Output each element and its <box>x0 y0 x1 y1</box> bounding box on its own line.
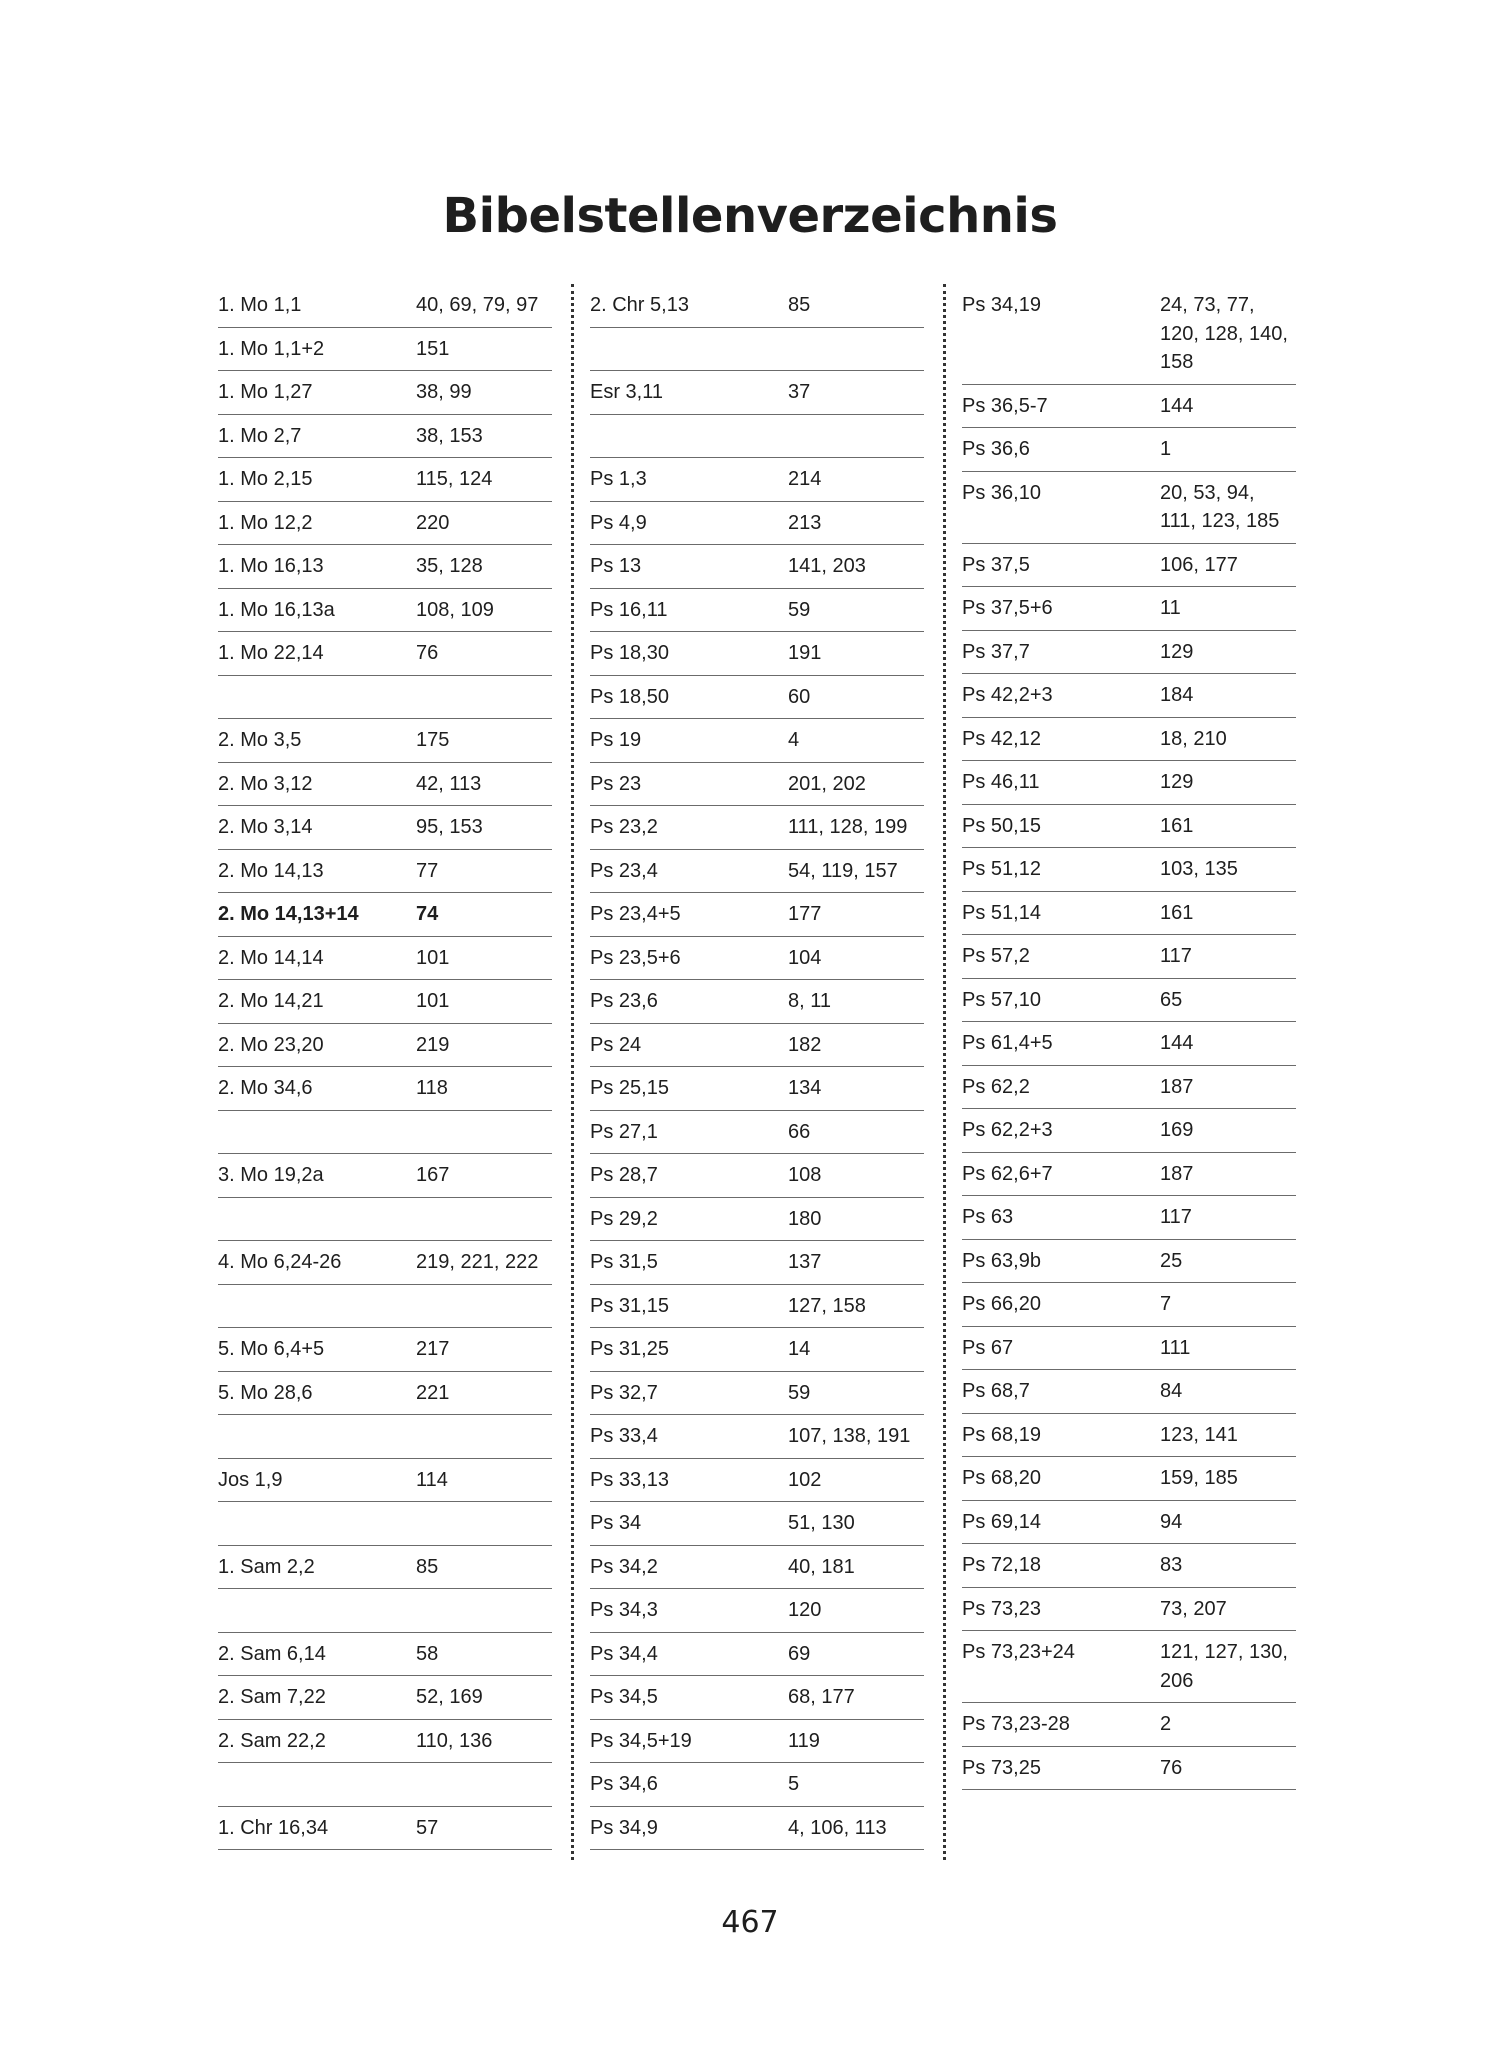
index-row <box>962 544 1296 588</box>
index-row <box>590 806 924 850</box>
index-row <box>590 502 924 546</box>
bible-reference: Ps 61,4+5 <box>962 1032 1053 1054</box>
index-row <box>590 632 924 676</box>
bible-reference: Ps 33,4 <box>590 1425 658 1447</box>
bible-reference: 1. Mo 22,14 <box>218 642 324 664</box>
bible-reference: Ps 34,9 <box>590 1816 658 1839</box>
page-references: 74 <box>416 903 439 925</box>
bible-reference: Ps 24 <box>590 1033 642 1056</box>
index-row <box>962 1283 1296 1327</box>
bible-reference: Ps 23,4 <box>590 859 658 882</box>
page-number: 467 <box>721 1905 779 1940</box>
index-row <box>590 1589 924 1633</box>
index-row <box>218 1633 552 1677</box>
bible-reference: Ps 29,2 <box>590 1207 658 1230</box>
index-row <box>962 1544 1296 1588</box>
page-references: 7 <box>1160 1293 1172 1315</box>
bible-reference: 1. Mo 2,15 <box>218 468 313 490</box>
bible-reference: Ps 18,50 <box>590 685 669 708</box>
page-references: 177 <box>788 903 822 925</box>
page-references: 180 <box>788 1207 822 1230</box>
index-row <box>590 1024 924 1068</box>
bible-reference: Ps 19 <box>590 729 642 751</box>
index-row <box>590 1720 924 1764</box>
bible-reference: 1. Mo 1,27 <box>218 381 313 403</box>
bible-reference: Ps 34 <box>590 1512 642 1534</box>
index-row <box>218 1241 552 1285</box>
page-references: 144 <box>1160 1032 1194 1054</box>
index-row <box>590 371 924 415</box>
bible-reference: 3. Mo 19,2a <box>218 1164 324 1186</box>
page-references: 59 <box>788 1381 811 1404</box>
bible-reference: Ps 42,2+3 <box>962 684 1053 706</box>
page-references: 104 <box>788 946 822 969</box>
bible-reference: Ps 23,5+6 <box>590 946 681 969</box>
index-row <box>218 980 552 1024</box>
index-row <box>590 458 924 502</box>
index-row <box>962 472 1296 544</box>
page-references: 68, 177 <box>788 1686 855 1708</box>
index-row <box>590 980 924 1024</box>
bible-reference: Ps 57,2 <box>962 945 1030 967</box>
page-references: 111, 128, 199 <box>788 816 908 838</box>
bible-reference: Ps 32,7 <box>590 1381 658 1404</box>
index-row <box>218 1676 552 1720</box>
page-references: 187 <box>1160 1162 1194 1185</box>
bible-reference: 5. Mo 6,4+5 <box>218 1338 325 1360</box>
bible-reference: Ps 63,9b <box>962 1249 1041 1272</box>
index-row <box>590 1546 924 1590</box>
index-column-3 <box>962 284 1296 1790</box>
bible-reference: Ps 34,2 <box>590 1555 658 1578</box>
page-references: 95, 153 <box>416 816 483 838</box>
page-references: 103, 135 <box>1160 858 1238 880</box>
page-references: 76 <box>416 642 439 664</box>
index-row <box>590 1111 924 1155</box>
bible-reference: Ps 23,4+5 <box>590 903 681 925</box>
page-references: 77 <box>416 859 439 882</box>
index-row <box>962 892 1296 936</box>
bible-reference: Ps 33,13 <box>590 1468 669 1491</box>
page-references: 141, 203 <box>788 555 866 577</box>
page-references: 18, 210 <box>1160 727 1227 750</box>
index-row <box>218 893 552 937</box>
index-row <box>962 718 1296 762</box>
index-row <box>962 1370 1296 1414</box>
bible-reference: Ps 23,6 <box>590 990 658 1012</box>
page-references: 201, 202 <box>788 772 866 795</box>
bible-reference: 2. Mo 14,13+14 <box>218 903 359 925</box>
page-references: 106, 177 <box>1160 553 1238 576</box>
page-references: 101 <box>416 946 450 969</box>
bible-reference: 2. Chr 5,13 <box>590 294 689 316</box>
bible-reference: Ps 18,30 <box>590 642 669 664</box>
spacer-row <box>218 676 552 720</box>
page-references: 134 <box>788 1077 822 1099</box>
page-references: 14 <box>788 1338 811 1360</box>
page-references: 144 <box>1160 394 1194 417</box>
spacer-row <box>218 1502 552 1546</box>
index-row <box>590 1807 924 1851</box>
index-row <box>962 848 1296 892</box>
bible-reference: Ps 57,10 <box>962 988 1041 1011</box>
spacer-row <box>590 328 924 372</box>
bible-reference: Ps 34,5+19 <box>590 1729 692 1752</box>
page-references: 213 <box>788 511 822 534</box>
bible-reference: 1. Mo 1,1+2 <box>218 337 325 360</box>
page-references: 121, 127, 130, 206 <box>1160 1641 1288 1692</box>
page-references: 191 <box>788 642 822 664</box>
page-references: 37 <box>788 381 811 403</box>
page-references: 184 <box>1160 684 1194 706</box>
page-references: 11 <box>1160 597 1181 619</box>
index-row <box>962 587 1296 631</box>
index-row <box>962 1588 1296 1632</box>
index-row <box>962 1703 1296 1747</box>
bible-reference: 2. Mo 14,21 <box>218 990 324 1012</box>
index-row <box>590 1633 924 1677</box>
bible-reference: Ps 42,12 <box>962 727 1041 750</box>
bible-reference: Ps 34,4 <box>590 1642 658 1665</box>
page-references: 4 <box>788 729 800 751</box>
index-column-2 <box>590 284 924 1850</box>
index-row <box>590 1415 924 1459</box>
page-references: 219 <box>416 1033 450 1056</box>
page-references: 40, 69, 79, 97 <box>416 294 539 316</box>
index-row <box>590 284 924 328</box>
index-row <box>218 458 552 502</box>
page-references: 102 <box>788 1468 822 1491</box>
bible-reference: Ps 69,14 <box>962 1510 1041 1533</box>
index-row <box>218 415 552 459</box>
bible-reference: Ps 16,11 <box>590 598 668 621</box>
page-references: 65 <box>1160 988 1183 1011</box>
index-row <box>218 1807 552 1851</box>
page-references: 137 <box>788 1251 822 1273</box>
bible-reference: 1. Mo 16,13a <box>218 598 335 621</box>
index-row <box>590 937 924 981</box>
bible-reference: Ps 68,7 <box>962 1380 1030 1402</box>
bible-reference: 2. Sam 7,22 <box>218 1686 326 1708</box>
index-row <box>218 763 552 807</box>
bible-reference: Jos 1,9 <box>218 1468 283 1491</box>
index-row <box>962 979 1296 1023</box>
bible-reference: 1. Chr 16,34 <box>218 1816 329 1839</box>
index-row <box>590 1676 924 1720</box>
page-references: 117 <box>1160 1206 1192 1228</box>
page-references: 118 <box>416 1077 448 1099</box>
spacer-row <box>218 1198 552 1242</box>
page-references: 108, 109 <box>416 598 494 621</box>
page-references: 221 <box>416 1381 450 1404</box>
page-references: 35, 128 <box>416 555 483 577</box>
bible-reference: Ps 31,25 <box>590 1338 669 1360</box>
bible-reference: 1. Mo 12,2 <box>218 511 313 534</box>
index-row <box>962 1501 1296 1545</box>
bible-reference: 2. Mo 23,20 <box>218 1033 324 1056</box>
index-row <box>962 1457 1296 1501</box>
bible-reference: 1. Mo 1,1 <box>218 294 302 316</box>
bible-reference: Ps 46,11 <box>962 771 1040 793</box>
page-references: 119 <box>788 1729 820 1752</box>
page-references: 182 <box>788 1033 822 1056</box>
index-row <box>590 1241 924 1285</box>
bible-reference: Ps 62,2+3 <box>962 1119 1053 1141</box>
index-column-1 <box>218 284 552 1850</box>
bible-reference: 5. Mo 28,6 <box>218 1381 313 1404</box>
index-row <box>962 1327 1296 1371</box>
page-references: 85 <box>416 1555 439 1578</box>
page-references: 5 <box>788 1773 800 1795</box>
column-divider <box>571 284 574 1860</box>
index-row <box>218 806 552 850</box>
index-row <box>590 719 924 763</box>
bible-reference: Ps 37,5 <box>962 553 1030 576</box>
bible-reference: Ps 23 <box>590 772 642 795</box>
page-references: 161 <box>1160 814 1194 837</box>
index-row <box>590 545 924 589</box>
page-references: 161 <box>1160 901 1194 924</box>
column-divider <box>943 284 946 1860</box>
bible-reference: Ps 66,20 <box>962 1293 1041 1315</box>
index-row <box>218 632 552 676</box>
bible-reference: Ps 37,7 <box>962 640 1030 663</box>
index-row <box>590 1067 924 1111</box>
bible-reference: 2. Sam 22,2 <box>218 1729 326 1752</box>
index-row <box>590 1328 924 1372</box>
bible-reference: 4. Mo 6,24-26 <box>218 1251 342 1273</box>
index-row <box>590 676 924 720</box>
bible-reference: Ps 34,19 <box>962 294 1041 316</box>
index-row <box>218 1372 552 1416</box>
bible-reference: 1. Mo 16,13 <box>218 555 324 577</box>
index-row <box>218 545 552 589</box>
index-row <box>962 1631 1296 1703</box>
page-references: 57 <box>416 1816 439 1839</box>
index-row <box>590 1285 924 1329</box>
bible-reference: Ps 27,1 <box>590 1120 658 1143</box>
bible-reference: Ps 67 <box>962 1336 1014 1359</box>
page-references: 127, 158 <box>788 1294 866 1317</box>
page-references: 169 <box>1160 1119 1194 1141</box>
index-row <box>218 1024 552 1068</box>
bible-reference: Ps 36,5-7 <box>962 394 1048 417</box>
index-row <box>218 1720 552 1764</box>
spacer-row <box>218 1763 552 1807</box>
index-row <box>962 1414 1296 1458</box>
page-references: 1 <box>1160 438 1172 460</box>
page-references: 110, 136 <box>416 1729 493 1752</box>
bible-reference: 2. Mo 3,14 <box>218 816 313 838</box>
bible-reference: Ps 1,3 <box>590 468 647 490</box>
page-references: 20, 53, 94, 111, 123, 185 <box>1160 481 1280 532</box>
page-references: 120 <box>788 1599 822 1621</box>
page-references: 167 <box>416 1164 450 1186</box>
index-row <box>962 428 1296 472</box>
page-references: 24, 73, 77, 120, 128, 140, 158 <box>1160 294 1288 373</box>
bible-reference: 2. Mo 3,12 <box>218 772 313 795</box>
page-references: 84 <box>1160 1380 1183 1402</box>
bible-reference: Ps 23,2 <box>590 816 658 838</box>
bible-reference: Ps 73,23 <box>962 1597 1041 1620</box>
page-references: 220 <box>416 511 450 534</box>
bible-reference: Ps 34,5 <box>590 1686 658 1708</box>
page-references: 2 <box>1160 1713 1172 1735</box>
bible-reference: Ps 73,23+24 <box>962 1641 1075 1663</box>
bible-reference: Ps 51,14 <box>962 901 1041 924</box>
page-references: 219, 221, 222 <box>416 1251 539 1273</box>
index-row <box>218 937 552 981</box>
index-row <box>962 935 1296 979</box>
bible-reference: 2. Mo 14,14 <box>218 946 324 969</box>
index-row <box>218 1459 552 1503</box>
bible-reference: Ps 4,9 <box>590 511 647 534</box>
page-references: 40, 181 <box>788 1555 855 1578</box>
index-row <box>962 1066 1296 1110</box>
page-references: 60 <box>788 685 811 708</box>
bible-reference: Ps 62,2 <box>962 1075 1030 1098</box>
index-row <box>590 1502 924 1546</box>
bible-reference: Ps 34,6 <box>590 1773 658 1795</box>
index-row <box>962 1240 1296 1284</box>
index-row <box>962 1109 1296 1153</box>
page-references: 175 <box>416 729 450 751</box>
page-references: 117 <box>1160 945 1192 967</box>
index-row <box>218 719 552 763</box>
page-references: 111 <box>1160 1336 1191 1359</box>
page-references: 58 <box>416 1642 439 1665</box>
page-references: 51, 130 <box>788 1512 855 1534</box>
spacer-row <box>218 1111 552 1155</box>
page-references: 108 <box>788 1164 822 1186</box>
spacer-row <box>218 1285 552 1329</box>
page-references: 107, 138, 191 <box>788 1425 911 1447</box>
bible-reference: 1. Sam 2,2 <box>218 1555 315 1578</box>
bible-reference: Ps 73,23-28 <box>962 1713 1070 1735</box>
page-references: 123, 141 <box>1160 1423 1238 1446</box>
spacer-row <box>218 1589 552 1633</box>
index-row <box>218 328 552 372</box>
index-row <box>962 385 1296 429</box>
bible-reference: Ps 51,12 <box>962 858 1041 880</box>
index-row <box>962 1153 1296 1197</box>
bible-reference: 1. Mo 2,7 <box>218 424 302 447</box>
index-row <box>962 284 1296 385</box>
index-row <box>962 805 1296 849</box>
page-references: 214 <box>788 468 822 490</box>
index-row <box>590 763 924 807</box>
index-row <box>590 1198 924 1242</box>
index-row <box>962 761 1296 805</box>
page-references: 115, 124 <box>416 468 493 490</box>
page-references: 42, 113 <box>416 772 482 795</box>
spacer-row <box>590 415 924 459</box>
bible-reference: Ps 31,5 <box>590 1251 658 1273</box>
bible-reference: Ps 68,19 <box>962 1423 1041 1446</box>
index-row <box>218 589 552 633</box>
bible-reference: Ps 36,6 <box>962 438 1030 460</box>
index-row <box>590 1459 924 1503</box>
page-references: 159, 185 <box>1160 1467 1238 1489</box>
index-row <box>218 284 552 328</box>
index-row <box>590 589 924 633</box>
page-references: 54, 119, 157 <box>788 859 898 882</box>
page-references: 8, 11 <box>788 990 831 1012</box>
page-references: 4, 106, 113 <box>788 1816 887 1839</box>
bible-reference: Ps 31,15 <box>590 1294 669 1317</box>
bible-reference: Ps 36,10 <box>962 481 1041 504</box>
page-references: 73, 207 <box>1160 1597 1227 1620</box>
bible-reference: 2. Sam 6,14 <box>218 1642 326 1665</box>
bible-reference: Ps 28,7 <box>590 1164 658 1186</box>
spacer-row <box>218 1415 552 1459</box>
page-references: 25 <box>1160 1249 1183 1272</box>
page-references: 38, 153 <box>416 424 483 447</box>
bible-reference: Ps 25,15 <box>590 1077 669 1099</box>
page-title: Bibelstellenverzeichnis <box>442 188 1058 244</box>
bible-reference: Ps 73,25 <box>962 1756 1041 1779</box>
index-row <box>218 502 552 546</box>
page-references: 187 <box>1160 1075 1194 1098</box>
bible-reference: Ps 63 <box>962 1206 1014 1228</box>
bible-reference: Esr 3,11 <box>590 381 663 403</box>
index-row <box>962 631 1296 675</box>
page-references: 83 <box>1160 1554 1183 1576</box>
bible-reference: 2. Mo 3,5 <box>218 729 302 751</box>
page-references: 129 <box>1160 771 1194 793</box>
bible-reference: Ps 62,6+7 <box>962 1162 1053 1185</box>
bible-reference: 2. Mo 34,6 <box>218 1077 313 1099</box>
page-references: 59 <box>788 598 811 621</box>
page-references: 217 <box>416 1338 450 1360</box>
page-references: 76 <box>1160 1756 1183 1779</box>
index-row <box>218 1067 552 1111</box>
index-row <box>962 1022 1296 1066</box>
index-row <box>962 1747 1296 1791</box>
page-references: 94 <box>1160 1510 1183 1533</box>
index-row <box>218 371 552 415</box>
bible-reference: Ps 34,3 <box>590 1599 658 1621</box>
index-row <box>590 1372 924 1416</box>
index-row <box>590 850 924 894</box>
page-references: 85 <box>788 294 811 316</box>
page-references: 151 <box>416 337 450 360</box>
page-references: 66 <box>788 1120 811 1143</box>
page-references: 69 <box>788 1642 811 1665</box>
page-references: 101 <box>416 990 450 1012</box>
index-row <box>218 1154 552 1198</box>
bible-reference: 2. Mo 14,13 <box>218 859 324 882</box>
page-references: 38, 99 <box>416 381 472 403</box>
bible-reference: Ps 37,5+6 <box>962 597 1053 619</box>
bible-reference: Ps 50,15 <box>962 814 1041 837</box>
bible-reference: Ps 72,18 <box>962 1554 1041 1576</box>
bible-reference: Ps 13 <box>590 555 642 577</box>
index-row <box>218 1546 552 1590</box>
page-references: 129 <box>1160 640 1194 663</box>
index-row <box>962 1196 1296 1240</box>
page-references: 52, 169 <box>416 1686 483 1708</box>
index-row <box>590 893 924 937</box>
index-row <box>218 1328 552 1372</box>
page-references: 114 <box>416 1468 448 1491</box>
index-row <box>590 1154 924 1198</box>
index-row <box>590 1763 924 1807</box>
index-row <box>962 674 1296 718</box>
bible-reference: Ps 68,20 <box>962 1467 1041 1489</box>
index-row <box>218 850 552 894</box>
